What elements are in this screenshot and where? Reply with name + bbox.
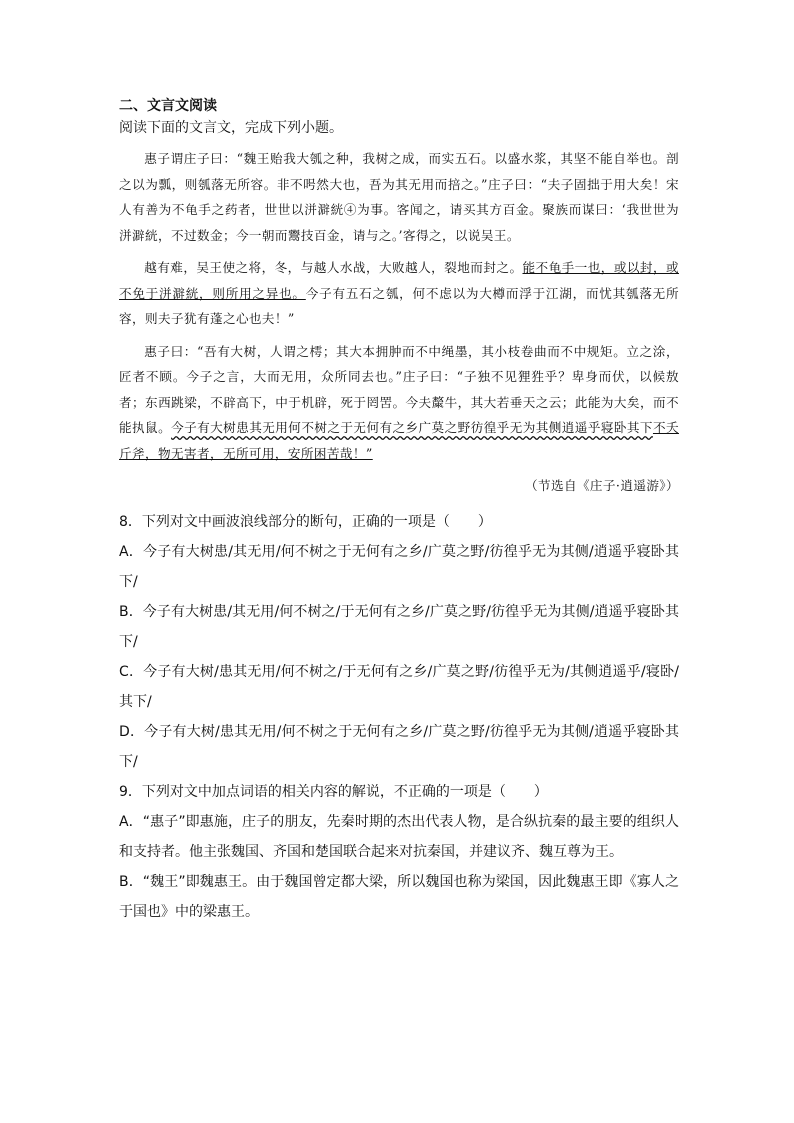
classical-passage [119,146,679,466]
instruction-text: 阅读下面的文言文，完成下列小题。 [119,120,343,136]
underlined-sentence: 不夭斤斧，物无害者，无所可用，安所困苦哉！” [119,420,679,461]
question-stem: 8．下列对文中画波浪线部分的断句，正确的一项是（ ） [119,514,492,530]
passage-text: 今子有五石之瓠，何不虑以为大樽而浮于江湖，而忧其瓠落无所容，则夫子犹有蓬之心也夫！” [119,285,679,326]
passage-paragraph-3 [119,339,679,467]
question-stem: 9．下列对文中加点词语的相关内容的解说，不正确的一项是（ ） [119,784,548,800]
wavy-underlined-sentence: 今子有大树患其无用何不树之于无何有之乡广莫之野彷徨乎无为其侧逍遥乎寝卧其下 [171,420,653,435]
option-d: D．今子有大树/患其无用/何不树之于无何有之乡/广莫之野/彷徨乎无为其侧/逍遥乎寝卧其下/ [119,724,679,770]
passage-text: 惠子曰：“吾有大树，人谓之樗；其大本拥肿而不中绳墨，其小枝卷曲而不中规矩。立之涂，匠者不顾。今子之言，大而无用，众所同去也。”庄子曰：“子独不见狸狌乎？卑身而伏，以候敖者；东西跳梁，不辟高下，中于机辟，死于罔罟。今夫斄牛，其大若垂天之云；此能为大矣，而不能执鼠。 [119,343,679,435]
question-9 [119,777,679,927]
passage-paragraph-2 [119,255,679,332]
passage-text: 越有难，吴王使之将，冬，与越人水战，大败越人，裂地而封之。 [144,260,523,275]
question-8 [119,507,679,777]
passage-paragraph-1: 惠子谓庄子曰：“魏王贻我大瓠之种，我树之成，而实五石。以盛水浆，其坚不能自举也。剖之以为瓢，则瓠落无所容。非不呺然大也，吾为其无用而掊之。”庄子曰：“夫子固拙于用大矣！宋人有善为不龟手之药者，世世以洴澼絖④为事。客闻之，请买其方百金。聚族而谋曰：‘我世世为洴澼絖，不过数金；今一朝而鬻技百金，请与之。’客得之，以说吴王。 [119,151,679,243]
underlined-sentence: 能不龟手一也，或以封，或不免于洴澼絖，则所用之异也。 [119,260,679,301]
option-b: B．今子有大树患/其无用/何不树之/于无何有之乡/广莫之野/彷徨乎无为其侧/逍遥乎寝卧其下/ [119,604,679,650]
section-title: 二、文言文阅读 [119,98,217,114]
passage-source: （节选自《庄子·逍遥游》） [524,478,679,493]
option-a: A．今子有大树患/其无用/何不树之于无何有之乡/广莫之野/彷徨乎无为其侧/逍遥乎寝卧其下/ [119,544,679,590]
exam-page [119,96,679,927]
option-c: C．今子有大树/患其无用/何不树之/于无何有之乡/广莫之野/彷徨乎无为/其侧逍遥乎/寝卧/ 其下/ [119,664,679,710]
option-a: A．“惠子”即惠施，庄子的朋友，先秦时期的杰出代表人物，是合纵抗秦的最主要的组织人和支持者。他主张魏国、齐国和楚国联合起来对抗秦国，并建议齐、魏互尊为王。 [119,814,679,860]
option-b: B．“魏王”即魏惠王。由于魏国曾定都大梁，所以魏国也称为梁国，因此魏惠王即《寡人之于国也》中的梁惠王。 [119,874,679,920]
